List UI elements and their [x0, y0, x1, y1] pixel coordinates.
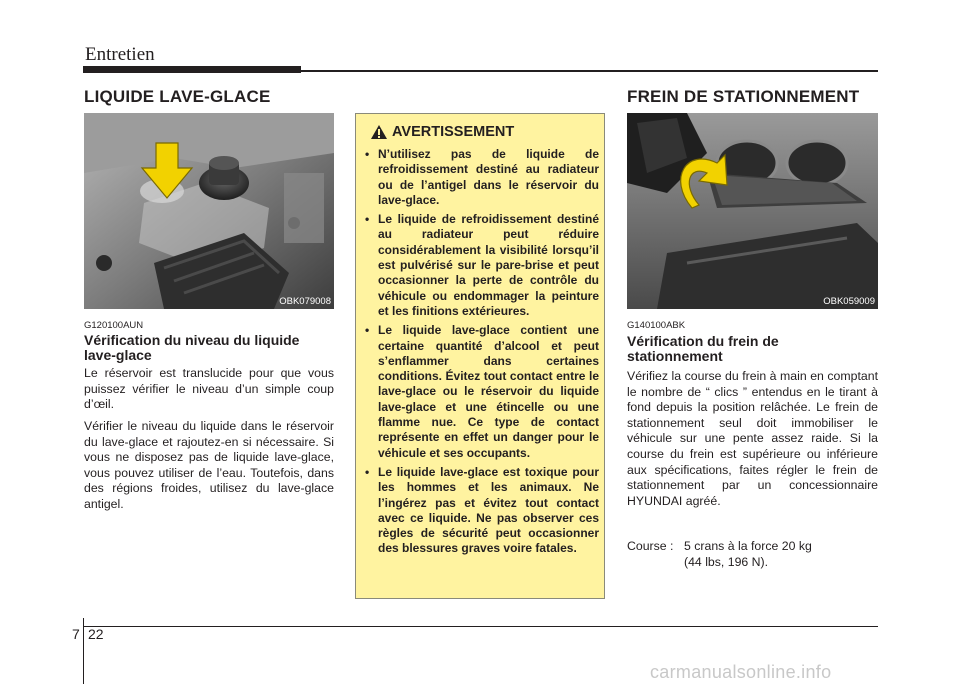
bullet: • [365, 147, 370, 161]
paragraph-2: Vérifier le niveau du liquide dans le réservoir du lave-glace et rajoutez-en si nécessaire. Si vous ne disposez pas de liquide lave-glace, vous pouvez utiliser de l’eau. Toutefois, dans des régions froides, utilisez du lave-glace antigel. [84, 419, 334, 511]
header-rule-thin [301, 70, 878, 72]
warning-item [364, 465, 599, 557]
header-rule-thick [83, 66, 301, 73]
warning-item-text: Le liquide lave-glace est toxique pour les hommes et les animaux. Ne l’ingérez pas et évitez tout contact avec ce liquide. Ne pas observer ces règles de sécurité peut occasionner des blessures graves voire fatales. [378, 464, 599, 556]
footer-rule [83, 626, 878, 627]
warning-item [364, 147, 599, 208]
subheading: Vérification du frein de stationnement [627, 333, 779, 364]
warning-title: AVERTISSEMENT [392, 124, 515, 140]
bullet: • [365, 464, 370, 479]
chapter-number: 7 [72, 626, 80, 642]
spec-value: 5 crans à la force 20 kg [684, 539, 812, 553]
page-header: Entretien [85, 44, 155, 65]
warning-triangle-icon [370, 124, 388, 140]
engine-bay-illustration [84, 113, 334, 309]
warning-box [355, 113, 605, 599]
paragraph: Vérifiez la course du frein à main en comptant le nombre de “ clics ” entendus en le tirant à fond depuis la position relâchée. Le frein de stationnement seul doit immobiliser le véhicule sur une pente assez raide. Si la course du frein est supérieure ou inférieure aux spécifications, faites régler le frein de stationnement par un concessionnaire HYUNDAI agréé. [627, 369, 878, 508]
console-illustration [627, 113, 878, 309]
reference-code: G140100ABK [627, 320, 686, 331]
watermark: carmanualsonline.info [650, 662, 832, 682]
section-title-parking-brake: FREIN DE STATIONNEMENT [627, 87, 860, 106]
parking-brake-photo [627, 113, 878, 309]
bullet: • [365, 323, 370, 338]
bullet: • [365, 212, 370, 227]
warning-list [364, 147, 599, 561]
photo-code: OBK059009 [823, 296, 875, 307]
footer-rule-vertical [83, 618, 84, 684]
washer-reservoir-photo [84, 113, 334, 309]
photo-code: OBK079008 [279, 296, 331, 307]
warning-item-text: N’utilisez pas de liquide de refroidissement destiné au radiateur ou de l’antigel dans le réservoir du lave-glace. [378, 147, 599, 207]
paragraph-1: Le réservoir est translucide pour que vous puissez vérifier le niveau d’un simple coup d’œil. [84, 366, 334, 412]
warning-item-text: Le liquide lave-glace contient une certaine quantité d’alcool et peut s’enflammer dans certaines conditions. Évitez tout contact entre le lave-glace ou le réservoir du liquide lave-glace et une étincelle ou une flamme nue. Ce type de contact représente en effet un danger pour le véhicule et ses occupants. [378, 323, 599, 460]
spec-label: Course : [627, 539, 674, 553]
section-title-washer-fluid: LIQUIDE LAVE-GLACE [84, 87, 271, 106]
warning-item [364, 212, 599, 319]
warning-item [364, 323, 599, 461]
page-number: 22 [88, 626, 104, 642]
subheading: Vérification du niveau du liquide lave-glace [84, 332, 300, 363]
warning-item-text: Le liquide de refroidissement destiné au radiateur peut réduire considérablement la visibilité lorsqu’il est pulvérisé sur le pare-brise et peut occasionner la perte de contrôle du véhicule ou endommager la peinture et les finitions extérieures. [378, 212, 599, 318]
spec-value-2: (44 lbs, 196 N). [684, 555, 769, 569]
reference-code: G120100AUN [84, 320, 144, 331]
